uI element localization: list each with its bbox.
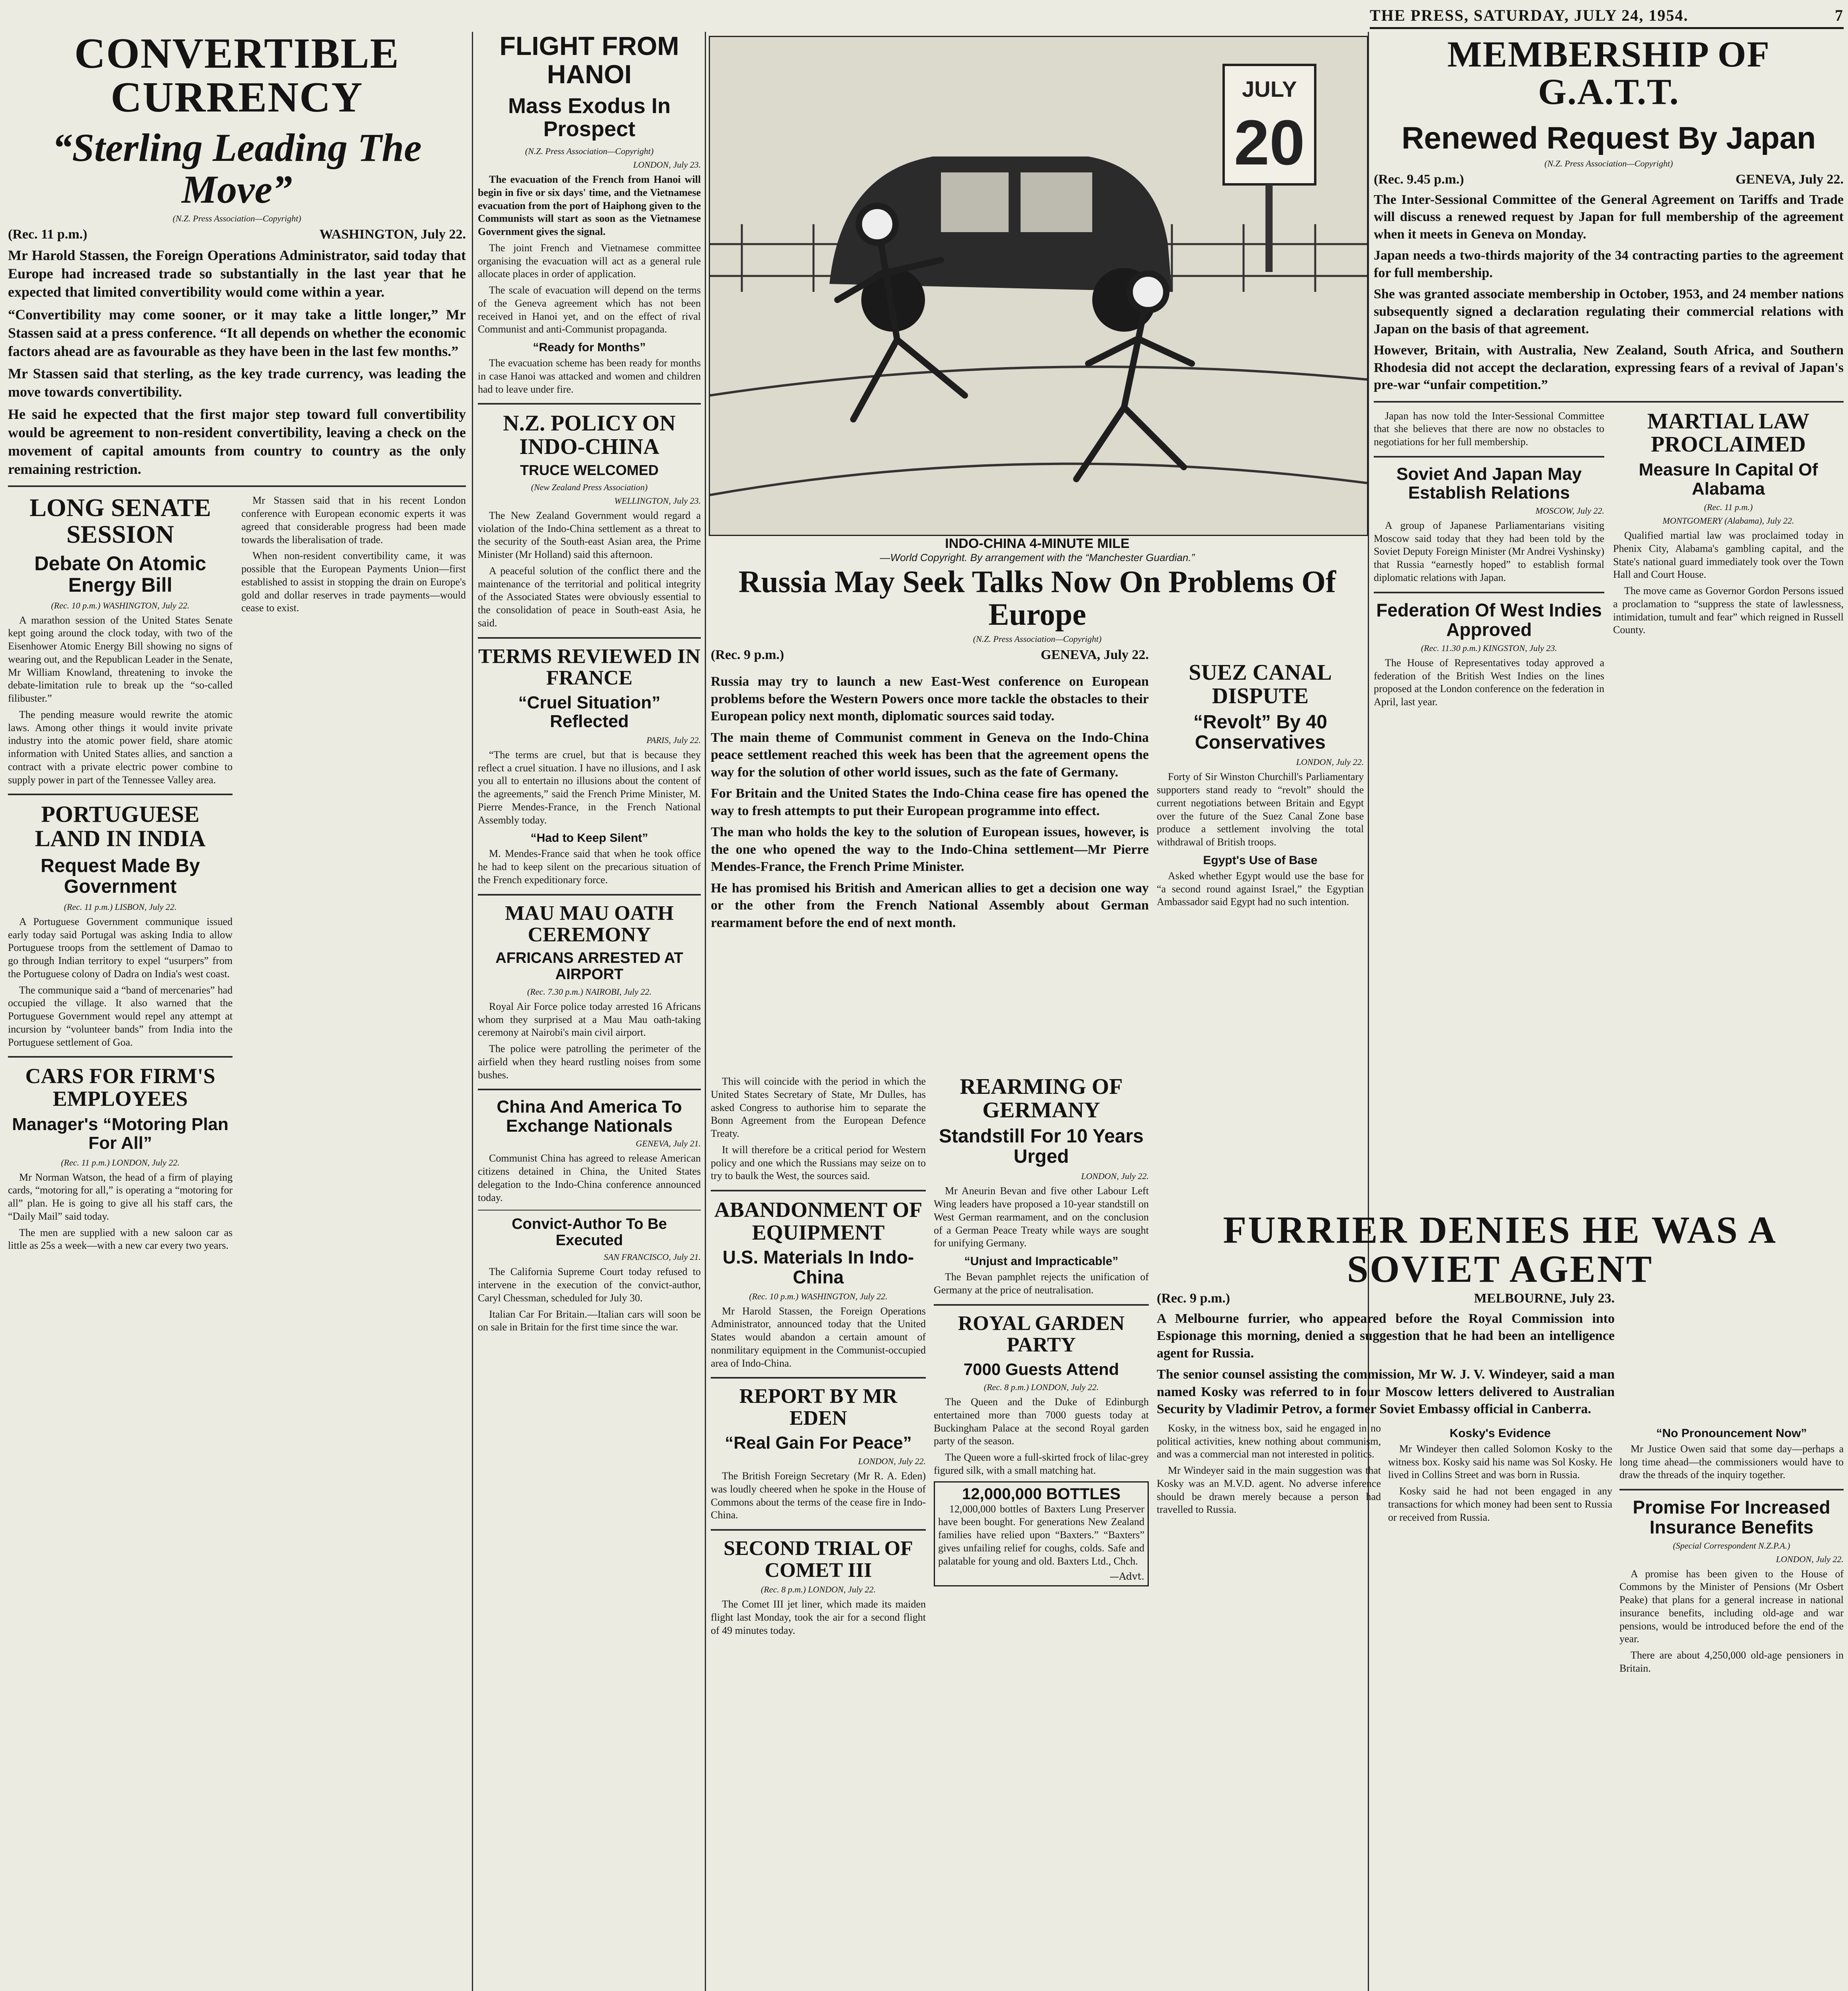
lead-paragraph: However, Britain, with Australia, New Zealand, South Africa, and Southern Rhodesia did not accept the declaration, expressing fears of a revival of Japan's pre-war “unfair competition.”	[1374, 343, 1844, 393]
paragraph: The joint French and Vietnamese committee organising the evacuation will act as a general rule allocate places in order of application.	[478, 242, 701, 280]
calendar-month: JULY	[1242, 76, 1297, 102]
advert-body: 12,000,000 bottles of Baxters Lung Preserver have been bought. For generations New Zealand families have relied upon “Baxters.” “Baxters” gives unfailing relief for coughs, colds. Safe and palatable for young and old. Baxters Ltd., Chch.	[938, 1503, 1144, 1567]
subheadline: AFRICANS ARRESTED AT AIRPORT	[495, 949, 683, 983]
headline: REPORT BY MR EDEN	[739, 1385, 898, 1430]
dateline: (Rec. 11 p.m.) LONDON, July 22.	[61, 1157, 180, 1168]
furrier-col-2	[1388, 1422, 1612, 1678]
lead-paragraph: The main theme of Communist comment in Geneva on the Indo-China peace settlement reached this week has been that the agreement opens the way for the solution of other world issues, such as the fate of Germany.	[711, 730, 1149, 780]
sub-column-1	[8, 494, 233, 1256]
dateline: (Rec. 11 p.m.) LISBON, July 22.	[64, 902, 177, 912]
article-soviet-japan	[1374, 465, 1604, 585]
column-second	[478, 32, 701, 1337]
credit-line: (N.Z. Press Association—Copyright)	[172, 213, 301, 224]
received-time: (Rec. 11 p.m.)	[8, 227, 88, 242]
headline: FLIGHT FROM HANOI	[499, 32, 679, 89]
article-convertible-currency	[8, 32, 466, 478]
article-senate	[8, 494, 233, 786]
paragraph: A group of Japanese Parliamentarians visiting Moscow said today that they had been told by the Soviet Deputy Foreign Minister (Mr Andrei Vyshinsky) that Russia “earnestly hoped” to establish formal diplomatic relations with Japan.	[1374, 519, 1604, 583]
dateline: SAN FRANCISCO, July 21.	[604, 1252, 701, 1262]
article-west-indies	[1374, 600, 1604, 709]
paragraph: The British Foreign Secretary (Mr R. A. Eden) was loudly cheered when he spoke in the House of Commons about the terms of the cease fire in Indo-China.	[711, 1470, 926, 1521]
subheadline: Debate On Atomic Energy Bill	[34, 552, 206, 596]
sub-column-r2	[1613, 410, 1844, 712]
place-date: WASHINGTON, July 22.	[319, 227, 466, 242]
headline: China And America To Exchange Nationals	[497, 1097, 682, 1136]
received-time: (Rec. 11 p.m.)	[1704, 502, 1753, 512]
credit-line: (N.Z. Press Association—Copyright)	[525, 146, 654, 156]
paragraph: A promise has been given to the House of Commons by the Minister of Pensions (Mr Osbert Peake) that plans for a general increase in national insurance benefits, including old-age and war pensions, would be introduced before the end of the year.	[1619, 1568, 1844, 1645]
paragraph: The police were patrolling the perimeter of the airfield when they heard rustling noises from some bushes.	[478, 1043, 701, 1081]
article-china-america	[478, 1097, 701, 1204]
headline: Soviet And Japan May Establish Relations	[1396, 464, 1582, 503]
dateline: LONDON, July 22.	[1776, 1554, 1844, 1564]
paragraph: The Queen wore a full-skirted frock of lilac-grey figured silk, with a small matching hat.	[934, 1451, 1149, 1476]
dateline	[1374, 172, 1844, 187]
furrier-columns	[1157, 1422, 1844, 1678]
article-furrier	[1157, 1211, 1844, 1678]
paragraph: The Bevan pamphlet rejects the unification of Germany at the price of neutralisation.	[934, 1271, 1149, 1296]
headline: LONG SENATE SESSION	[29, 493, 211, 549]
masthead	[1370, 3, 1844, 29]
page-number: 7	[1835, 6, 1844, 24]
dateline: LONDON, July 23.	[633, 160, 701, 170]
divider	[478, 894, 701, 896]
furrier-col-1	[1157, 1422, 1381, 1678]
paragraph: The California Supreme Court today refused to intervene in the execution of the convict-author, Caryl Chessman, scheduled for July 30.	[478, 1266, 701, 1304]
section-subhead: Egypt's Use of Base	[1203, 853, 1318, 867]
column-third-c	[1157, 661, 1364, 912]
subheadline: Request Made By Government	[40, 855, 200, 897]
subheadline: Standstill For 10 Years Urged	[939, 1125, 1144, 1168]
dateline: MONTGOMERY (Alabama), July 22.	[1662, 516, 1794, 526]
paragraph: The men are supplied with a new saloon car as little as 25s a week—with a new car every two years.	[8, 1226, 233, 1252]
subheadline: “Cruel Situation” Reflected	[518, 692, 661, 731]
cartoon-caption: INDO-CHINA 4-MINUTE MILE	[945, 536, 1130, 551]
column-rule	[705, 32, 706, 1991]
cartoon-drawing	[710, 37, 1367, 535]
headline: SECOND TRIAL OF COMET III	[724, 1537, 913, 1582]
section-subhead: “Unjust and Impracticable”	[964, 1255, 1119, 1268]
article-mau-mau	[478, 903, 701, 1082]
section-subhead: “No Pronouncement Now”	[1656, 1426, 1807, 1440]
paragraph: Mr Windeyer said in the main suggestion was that Kosky was an M.V.D. agent. No adverse inference should be drawn merely because a person had travelled to Russia.	[1157, 1465, 1381, 1516]
column-rule	[472, 32, 473, 1991]
paragraph: The communique said a “band of mercenaries” had occupied the village. It also warned that the Portuguese Government would repel any attempt at incursion by “volunteer bands” from India into the Portuguese settlement of Goa.	[8, 984, 233, 1048]
divider	[711, 1377, 926, 1379]
lead-paragraph: “Convertibility may come sooner, or it may take a little longer,” Mr Stassen said at a press conference. “It all depends on whether the economic factors ahead are as favourable as they have been in the last few months.”	[8, 306, 466, 359]
headline: CONVERTIBLE CURRENCY	[74, 32, 400, 121]
dateline: (Rec. 10 p.m.) WASHINGTON, July 22.	[749, 1291, 888, 1301]
calendar-day: 20	[1234, 107, 1305, 178]
russia-lead-block	[711, 669, 1149, 935]
headline: MARTIAL LAW PROCLAIMED	[1647, 409, 1810, 457]
column-left	[8, 32, 466, 1256]
paragraph: Communist China has agreed to release American citizens detained in China, the United States delegation to the Indo-China conference announced today.	[478, 1152, 701, 1203]
subheadline: Manager's “Motoring Plan For All”	[12, 1114, 229, 1153]
dateline	[1157, 1291, 1615, 1306]
paragraph: “The terms are cruel, but that is because they reflect a cruel situation. I have no illusions, and I ask you all to entertain no illusions about the content of the agreements,” said the French Prime Minister, M. Pierre Mendes-France, in the French National Assembly today.	[478, 749, 701, 826]
divider	[478, 403, 701, 405]
dateline	[8, 227, 466, 242]
headline: MAU MAU OATH CEREMONY	[505, 902, 674, 947]
left-sub-columns	[8, 494, 466, 1256]
headline: MEMBERSHIP OF G.A.T.T.	[1447, 36, 1770, 112]
headline: CARS FOR FIRM'S EMPLOYEES	[25, 1064, 215, 1111]
lead-paragraph: Mr Harold Stassen, the Foreign Operations Administrator, said today that Europe had increased trade so substantially in the last year that he expected that limited convertibility would come within a year.	[8, 247, 466, 300]
headline: Promise For Increased Insurance Benefits	[1633, 1497, 1830, 1537]
credit-line: (New Zealand Press Association)	[531, 482, 648, 492]
divider	[1374, 456, 1604, 458]
article-comet	[711, 1538, 926, 1637]
paragraph: Kosky, in the witness box, said he engaged in no political activities, knew nothing about communism, and was a commercial man not interested in politics.	[1157, 1422, 1381, 1460]
furrier-col-3	[1619, 1422, 1844, 1678]
divider	[711, 1190, 926, 1191]
received-time: (Rec. 9 p.m.)	[711, 647, 784, 662]
paragraph: Asked whether Egypt would use the base for “a second round against Israel,” the Egyptian Ambassador said Egypt had no such intention.	[1157, 870, 1364, 908]
divider	[934, 1304, 1149, 1306]
divider	[1374, 401, 1844, 403]
place-date: GENEVA, July 22.	[1040, 647, 1149, 662]
headline: SUEZ CANAL DISPUTE	[1189, 661, 1332, 708]
article-eden	[711, 1386, 926, 1522]
paragraph: The New Zealand Government would regard a violation of the Indo-China settlement as a threat to the security of the South-east Asian area, the Prime Minister (Mr Holland) said this afternoon.	[478, 509, 701, 561]
headline: TERMS REVIEWED IN FRANCE	[478, 645, 700, 690]
subheadline: U.S. Materials In Indo-China	[722, 1247, 914, 1288]
article-terms-reviewed	[478, 646, 701, 887]
paragraph: Italian Car For Britain.—Italian cars will soon be on sale in Britain for the first time since the war.	[478, 1308, 701, 1333]
section-subhead: Kosky's Evidence	[1449, 1426, 1551, 1440]
sub-column-2	[241, 494, 466, 1256]
credit-line: (N.Z. Press Association—Copyright)	[973, 634, 1102, 644]
divider	[478, 1210, 701, 1211]
lead-paragraph: Russia may try to launch a new East-West conference on European problems before the Western Powers once more tackle the obstacles to their European policy next month, diplomatic sources said today.	[711, 674, 1149, 724]
lead-paragraph: The evacuation of the French from Hanoi will begin in five or six days' time, and the Vietnamese evacuation from the port of Haiphong given to the Communists will start as soon as the Vietnamese Government gives the signal.	[478, 174, 701, 238]
paragraph: A Portuguese Government communique issued early today said Portugal was asking India to allow Portuguese troops from the settlement of Damao to go through Indian territory to expel “usurpers” from the Portuguese colony of Dadra on India's west coast.	[8, 915, 233, 980]
divider	[478, 637, 701, 639]
paragraph: M. Mendes-France said that when he took office he had to keep silent on the precarious situation of the French expeditionary force.	[478, 848, 701, 886]
paragraph: The Comet III jet liner, which made its maiden flight last Monday, took the air for a second flight of 49 minutes today.	[711, 1598, 926, 1636]
dateline: (Rec. 10 p.m.) WASHINGTON, July 22.	[51, 600, 190, 610]
lead-paragraph: He has promised his British and American allies to get a decision one way or the other from the French National Assembly about German rearmament before the end of next month.	[711, 880, 1149, 930]
article-martial-law	[1613, 410, 1844, 637]
paragraph: It will therefore be a critical period for Western policy and one which the Russians may seize on to try to baulk the West, the sources said.	[711, 1144, 926, 1182]
paragraph: The Queen and the Duke of Edinburgh entertained more than 7000 guests today at Buckingham Palace at the second Royal garden party of the season.	[934, 1396, 1149, 1447]
lead-paragraph: A Melbourne furrier, who appeared before the Royal Commission into Espionage this morning, denied a suggestion that he had been an intelligence agent for Russia.	[1157, 1311, 1615, 1361]
divider	[8, 1056, 233, 1058]
headline: Convict-Author To Be Executed	[512, 1216, 667, 1249]
masthead-title: THE PRESS, SATURDAY, JULY 24, 1954.	[1370, 6, 1689, 24]
headline: PORTUGUESE LAND IN INDIA	[35, 801, 206, 852]
divider	[8, 485, 466, 487]
right-sub-columns	[1374, 410, 1844, 712]
column-third-a	[711, 1075, 926, 1641]
advertisement	[934, 1481, 1149, 1587]
section-subhead: “Ready for Months”	[533, 341, 646, 354]
lead-paragraph: He said he expected that the first major step toward full convertibility would be agreement to non-resident convertibility, leaving a check on the movement of capital amounts from country to country as the only remaining restriction.	[8, 406, 466, 477]
lead-paragraph: Japan needs a two-thirds majority of the 34 contracting parties to the agreement for full membership.	[1374, 248, 1844, 280]
article-convict	[478, 1216, 701, 1334]
subheadline: “Revolt” By 40 Conservatives	[1193, 711, 1328, 753]
divider	[478, 1089, 701, 1090]
paragraph: Mr Justice Owen said that some day—perhaps a long time ahead—the commissioners would have to draw the threads of the inquiry together.	[1619, 1443, 1844, 1481]
advert-title: 12,000,000 BOTTLES	[962, 1485, 1121, 1503]
lead-paragraph: For Britain and the United States the Indo-China cease fire has opened the way to fresh attempts to put their European programme into effect.	[711, 786, 1149, 818]
lead-paragraph: She was granted associate membership in October, 1953, and 24 member nations subsequently signed a declaration regulating their commercial relations with Japan on the basis of that agreement.	[1374, 287, 1844, 336]
article-portuguese	[8, 802, 233, 1049]
article-abandonment	[711, 1199, 926, 1370]
paragraph: A marathon session of the United States Senate kept going around the clock today, with two of the Eisenhower Atomic Energy Bill showing no signs of wearing out, and the Republican Leader in the Senate, Mr William Knowland, threatening to invoke the debate-limitation rule to break up the “so-called filibuster.”	[8, 614, 233, 704]
column-third-b	[934, 1075, 1149, 1590]
place-date: MELBOURNE, July 23.	[1474, 1291, 1615, 1306]
headline: ROYAL GARDEN PARTY	[958, 1312, 1125, 1357]
paragraph: The scale of evacuation will depend on the terms of the Geneva agreement which has not been received in Hanoi yet, and on the effect of rival Communist and anti-Communist propaganda.	[478, 284, 701, 335]
subheadline: “Sterling Leading The Move”	[52, 125, 422, 212]
lead-paragraph: The Inter-Sessional Committee of the General Agreement on Tariffs and Trade will discuss a renewed request by Japan for full membership of the agreement when it meets in Geneva on Monday.	[1374, 192, 1844, 242]
subheadline: 7000 Guests Attend	[963, 1359, 1119, 1379]
cartoon-caption-block	[709, 536, 1366, 564]
article-russia	[711, 565, 1364, 667]
advert-tag: —Advt.	[1109, 1571, 1144, 1582]
paragraph: The House of Representatives today approved a federation of the British West Indies on the lines proposed at the London conference on the federation in April, last year.	[1374, 657, 1604, 708]
subheadline: TRUCE WELCOMED	[520, 462, 659, 478]
paragraph: The move came as Governor Gordon Persons issued a proclamation to “suppress the state of lawlessness, intimidation, tumult and fear” which reigned in Russell County.	[1613, 585, 1844, 636]
paragraph: Mr Stassen said that in his recent London conference with European economic experts it was agreed that considerable progress had been made towards the liberalisation of trade.	[241, 495, 466, 546]
dateline: PARIS, July 22.	[646, 735, 701, 745]
headline: ABANDONMENT OF EQUIPMENT	[714, 1198, 923, 1244]
paragraph: This will coincide with the period in which the United States Secretary of State, Mr Dulles, has asked Congress to authorise him to separate the Bonn Agreement from the European Defence Treaty.	[711, 1076, 926, 1139]
article-insurance	[1619, 1498, 1844, 1675]
article-rearming	[934, 1075, 1149, 1297]
divider	[1619, 1489, 1844, 1490]
paragraph: Kosky said he had not been engaged in any transactions for which money had been sent to Russia or received from Russia.	[1388, 1485, 1612, 1523]
subheadline: Mass Exodus In Prospect	[508, 94, 671, 141]
subheadline: Measure In Capital Of Alabama	[1639, 460, 1818, 499]
article-gatt	[1374, 36, 1844, 394]
furrier-lead-block	[1157, 1310, 1615, 1418]
paragraph: Royal Air Force police today arrested 16 Africans whom they surprised at a Mau Mau oath-taking ceremony at Nairobi's main civil airport.	[478, 1000, 701, 1039]
paragraph: The pending measure would rewrite the atomic laws. Among other things it would invite private industry into the atomic power field, share atomic information with United States allies, and sanction a contract with a private electric power combine to supply power in part of the Tennessee Valley area.	[8, 708, 233, 786]
paragraph: Forty of Sir Winston Churchill's Parliamentary supporters stand ready to “revolt” should the current negotiations between Britain and Egypt over the future of the Suez Canal Zone base produce a settlement involving the total withdrawal of British troops.	[1157, 771, 1364, 848]
headline: N.Z. POLICY ON INDO-CHINA	[503, 411, 676, 460]
headline: REARMING OF GERMANY	[960, 1075, 1123, 1123]
received-time: (Rec. 9 p.m.)	[1157, 1291, 1230, 1306]
dateline: GENEVA, July 21.	[636, 1138, 701, 1149]
divider	[8, 794, 233, 795]
dateline: LONDON, July 22.	[1296, 757, 1364, 767]
dateline: (Rec. 11.30 p.m.) KINGSTON, July 23.	[1421, 643, 1557, 653]
divider	[711, 1529, 926, 1531]
dateline	[711, 647, 1149, 663]
credit-line: (Special Correspondent N.Z.P.A.)	[1673, 1540, 1790, 1551]
dateline: (Rec. 8 p.m.) LONDON, July 22.	[761, 1584, 876, 1595]
dateline: (Rec. 8 p.m.) LONDON, July 22.	[984, 1382, 1099, 1393]
paragraph: Japan has now told the Inter-Sessional Committee that she believes that there are now no obstacles to negotiations for her full membership.	[1374, 410, 1604, 448]
subheadline: “Real Gain For Peace”	[725, 1433, 912, 1453]
column-right	[1374, 36, 1844, 712]
headline: Federation Of West Indies Approved	[1376, 599, 1602, 640]
paragraph: A peaceful solution of the conflict there and the maintenance of the territorial and political integrity of the Associated States were obviously essential to the consolidation of peace in South-east Asia, he said.	[478, 565, 701, 629]
cartoon-credit: —World Copyright. By arrangement with the “Manchester Guardian.”	[880, 552, 1195, 563]
lead-paragraph: The senior counsel assisting the commission, Mr W. J. V. Windeyer, said a man named Kosky was referred to in four Moscow letters delivered to Australian Security by Vladimir Petrov, a former Soviet Embassy official in Canberra.	[1157, 1367, 1615, 1417]
credit-line: (N.Z. Press Association—Copyright)	[1544, 158, 1673, 168]
article-garden-party	[934, 1313, 1149, 1477]
headline: FURRIER DENIES HE WAS A SOVIET AGENT	[1223, 1211, 1778, 1290]
lead-paragraph: The man who holds the key to the solution of European issues, however, is the one who opened the way to the Indo-China settlement—Mr Pierre Mendes-France, the French Prime Minister.	[711, 825, 1149, 874]
article-hanoi	[478, 32, 701, 396]
article-suez	[1157, 661, 1364, 909]
lead-paragraph: Mr Stassen said that sterling, as the key trade currency, was leading the move towards convertibility.	[8, 365, 466, 400]
cartoon-illustration	[709, 36, 1368, 536]
place-date: GENEVA, July 22.	[1735, 172, 1844, 187]
received-time: (Rec. 9.45 p.m.)	[1374, 172, 1464, 187]
paragraph: Qualified martial law was proclaimed today in Phenix City, Alabama's gambling capital, and the State's national guard immediately took over the Town Hall and Court House.	[1613, 530, 1844, 581]
headline: Russia May Seek Talks Now On Problems Of Europe	[738, 565, 1336, 632]
paragraph: The evacuation scheme has been ready for months in case Hanoi was attacked and women and children had to leave under fire.	[478, 357, 701, 395]
dateline: LONDON, July 22.	[1081, 1171, 1149, 1181]
paragraph: Mr Aneurin Bevan and five other Labour Left Wing leaders have proposed a 10-year standstill on West German rearmament, and on the conclusion of a German Peace Treaty while ways are sought for unifying Germany.	[934, 1185, 1149, 1249]
dateline: WELLINGTON, July 23.	[614, 495, 701, 506]
dateline: LONDON, July 22.	[858, 1456, 926, 1467]
divider	[1374, 592, 1604, 593]
paragraph: Mr Norman Watson, the head of a firm of playing cards, “motoring for all,” is operating a “motoring for all” plan. He is going to give all his staff cars, the “Daily Mail” said today.	[8, 1171, 233, 1222]
sub-column-r1	[1374, 410, 1604, 712]
dateline: MOSCOW, July 22.	[1535, 505, 1604, 516]
section-subhead: “Had to Keep Silent”	[530, 831, 648, 845]
article-cars	[8, 1065, 233, 1252]
article-nz-policy	[478, 412, 701, 630]
paragraph: There are about 4,250,000 old-age pensioners in Britain.	[1619, 1649, 1844, 1674]
dateline: (Rec. 7.30 p.m.) NAIROBI, July 22.	[527, 986, 652, 997]
paragraph: Mr Harold Stassen, the Foreign Operations Administrator, announced today that the United States would abandon a certain amount of nonmilitary equipment in the Communist-occupied area of Indo-China.	[711, 1305, 926, 1369]
subheadline: Renewed Request By Japan	[1401, 120, 1816, 155]
paragraph: When non-resident convertibility came, it was possible that the European Payments Union—first established to assist in stopping the drain on Europe's gold and dollar reserves in trade payments—would cease to exist.	[241, 550, 466, 614]
paragraph: Mr Windeyer then called Solomon Kosky to the witness box. Kosky said his name was Sol Kosky. He lived in Collins Street and was born in Russia.	[1388, 1443, 1612, 1481]
